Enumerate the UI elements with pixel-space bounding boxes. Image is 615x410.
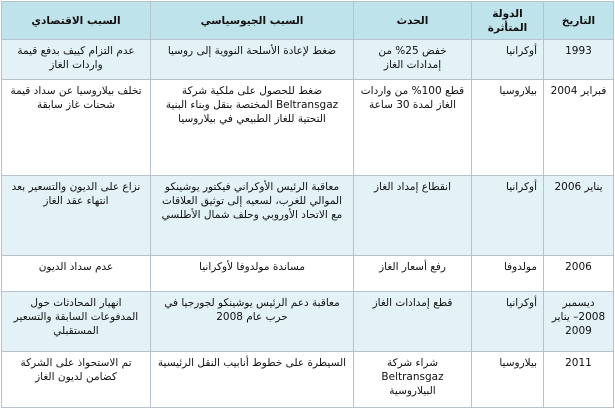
cell-date: 1993 <box>544 40 614 80</box>
header-row <box>2 2 614 40</box>
cell-event: رفع أسعار الغاز <box>354 256 472 292</box>
cell-date: يناير 2006 <box>544 176 614 256</box>
cell-event: خفض 25% من إمدادات الغاز <box>354 40 472 80</box>
gas-disputes-table <box>1 1 614 408</box>
cell-country: أوكرانيا <box>472 40 544 80</box>
cell-political: مساندة مولدوفا لأوكرانيا <box>151 256 354 292</box>
cell-political: السيطرة على خطوط أنابيب النقل الرئيسية <box>151 352 354 408</box>
cell-country: أوكرانيا <box>472 292 544 352</box>
cell-country: أوكرانيا <box>472 176 544 256</box>
table-row <box>2 40 614 80</box>
header-date: التاريخ <box>544 2 614 40</box>
cell-date: 2006 <box>544 256 614 292</box>
cell-economic: عدم التزام كييف بدفع قيمة واردات الغاز <box>2 40 151 80</box>
cell-date: ديسمبر 2008– يناير 2009 <box>544 292 614 352</box>
table-row <box>2 80 614 176</box>
cell-political: ضغط للحصول على ملكية شركة Beltransgaz المختصة بنقل وبناء البنية التحتية للغاز الطبيعي في بيلاروسيا <box>151 80 354 176</box>
cell-country: بيلاروسيا <box>472 352 544 408</box>
cell-economic: تخلف بيلاروسيا عن سداد قيمة شحنات غاز سابقة <box>2 80 151 176</box>
header-event: الحدث <box>354 2 472 40</box>
header-political: السبب الجيوسياسي <box>151 2 354 40</box>
cell-political: معاقبة دعم الرئيس يوشينكو لجورجيا في حرب عام 2008 <box>151 292 354 352</box>
cell-economic: عدم سداد الديون <box>2 256 151 292</box>
cell-economic: تم الاستحواذ على الشركة كضامن لديون الغاز <box>2 352 151 408</box>
header-country: الدولة المتأثرة <box>472 2 544 40</box>
cell-country: مولدوفا <box>472 256 544 292</box>
header-economic: السبب الاقتصادي <box>2 2 151 40</box>
cell-event: قطع إمدادات الغاز <box>354 292 472 352</box>
cell-date: فبراير 2004 <box>544 80 614 176</box>
table-row <box>2 352 614 408</box>
table-row <box>2 292 614 352</box>
cell-economic: نزاع على الديون والتسعير بعد انتهاء عقد الغاز <box>2 176 151 256</box>
cell-event: قطع 100% من واردات الغاز لمدة 30 ساعة <box>354 80 472 176</box>
cell-event: شراء شركة Beltransgaz البيلاروسية <box>354 352 472 408</box>
cell-political: ضغط لإعادة الأسلحة النووية إلى روسيا <box>151 40 354 80</box>
cell-date: 2011 <box>544 352 614 408</box>
table-row <box>2 256 614 292</box>
cell-political: معاقبة الرئيس الأوكراني فيكتور يوشينكو الموالي للغرب، لسعيه إلى توثيق العلاقات مع الاتحاد الأوروبي وحلف شمال الأطلسي <box>151 176 354 256</box>
cell-economic: انهيار المحادثات حول المدفوعات السابقة والتسعير المستقبلي <box>2 292 151 352</box>
cell-event: انقطاع إمداد الغاز <box>354 176 472 256</box>
table-row <box>2 176 614 256</box>
cell-country: بيلاروسيا <box>472 80 544 176</box>
